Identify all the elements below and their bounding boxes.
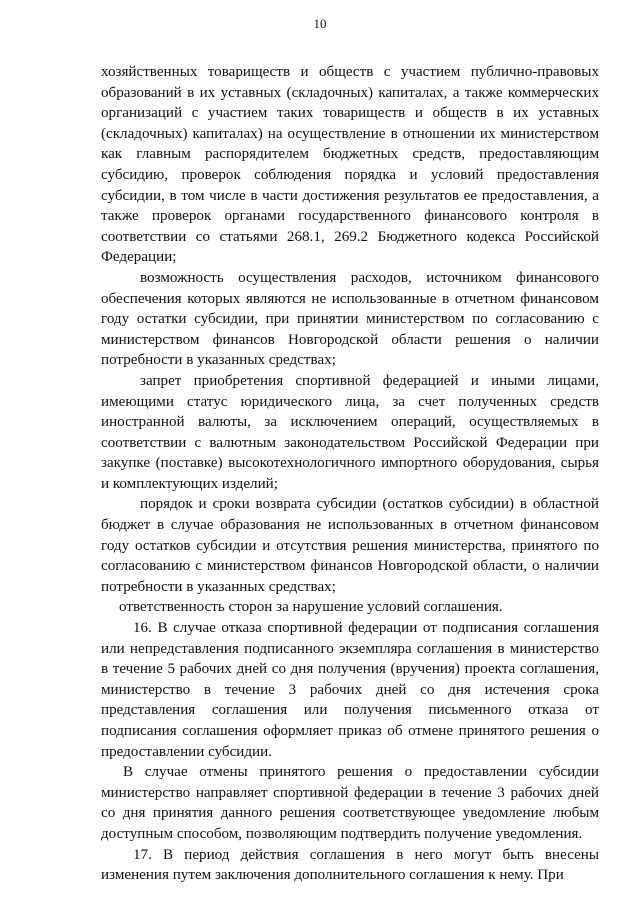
paragraph-cancellation-notice: В случае отмены принятого решения о предоставлении субсидии министерство направляет спортивной федерации в течение 3 рабочих дней со дня принятия данного решения соответствующее уведомление любым доступным способом, позволяющим подтвердить получение уведомления. [101,764,599,842]
paragraph-expense-possibility: возможность осуществления расходов, источником финансового обеспечения которых являются не использованные в отчетном финансовом году остатки субсидии, при принятии министерством по согласованию с министерством финансов Новгородской области решения о наличии потребности в указанных средствах; [101,269,599,369]
document-body [101,62,599,886]
paragraph-continuation: хозяйственных товариществ и обществ с участием публично-правовых образований в их уставных (складочных) капиталах, а также коммерческих организаций с участием таких товариществ и обществ в их уставных (складочных) капиталах) на осуществление в отношении их министерством как главным распорядителем бюджетных средств, предоставляющим субсидию, проверок соблюдения порядка и условий предоставления субсидии, в том числе в части достижения результатов ее предоставления, а также проверок органами государственного финансового контроля в соответствии со статьями 268.1, 269.2 Бюджетного кодекса Российской Федерации; [101,64,599,266]
paragraph-16: 16. В случае отказа спортивной федерации от подписания соглашения или непредставления подписанного экземпляра соглашения в министерство в течение 5 рабочих дней со дня получения (вручения) проекта соглашения, министерство в течение 3 рабочих дней со дня истечения срока представления соглашения или получения письменного отказа от подписания соглашения оформляет приказ об отмене принятого решения о предоставлении субсидии. [101,620,599,760]
paragraph-return-procedure: порядок и сроки возврата субсидии (остатков субсидии) в областной бюджет в случае образования не использованных в отчетном финансовом году остатков субсидии и отсутствия решения министерства, принятого по согласованию с министерством финансов Новгородской области, о наличии потребности в указанных средствах; [101,496,599,595]
page-number: 10 [313,16,327,31]
paragraph-17: 17. В период действия соглашения в него могут быть внесены изменения путем заключения дополнительного соглашения к нему. При [101,846,599,884]
paragraph-currency-ban: запрет приобретения спортивной федерацией и иными лицами, имеющими статус юридического лица, за счет полученных средств иностранной валюты, за исключением операций, осуществляемых в соответствии с валютным законодательством Российской Федерации при закупке (поставке) высокотехнологичного импортного оборудования, сырья и комплектующих изделий; [101,372,599,492]
paragraph-liability: ответственность сторон за нарушение условий соглашения. [119,599,503,616]
